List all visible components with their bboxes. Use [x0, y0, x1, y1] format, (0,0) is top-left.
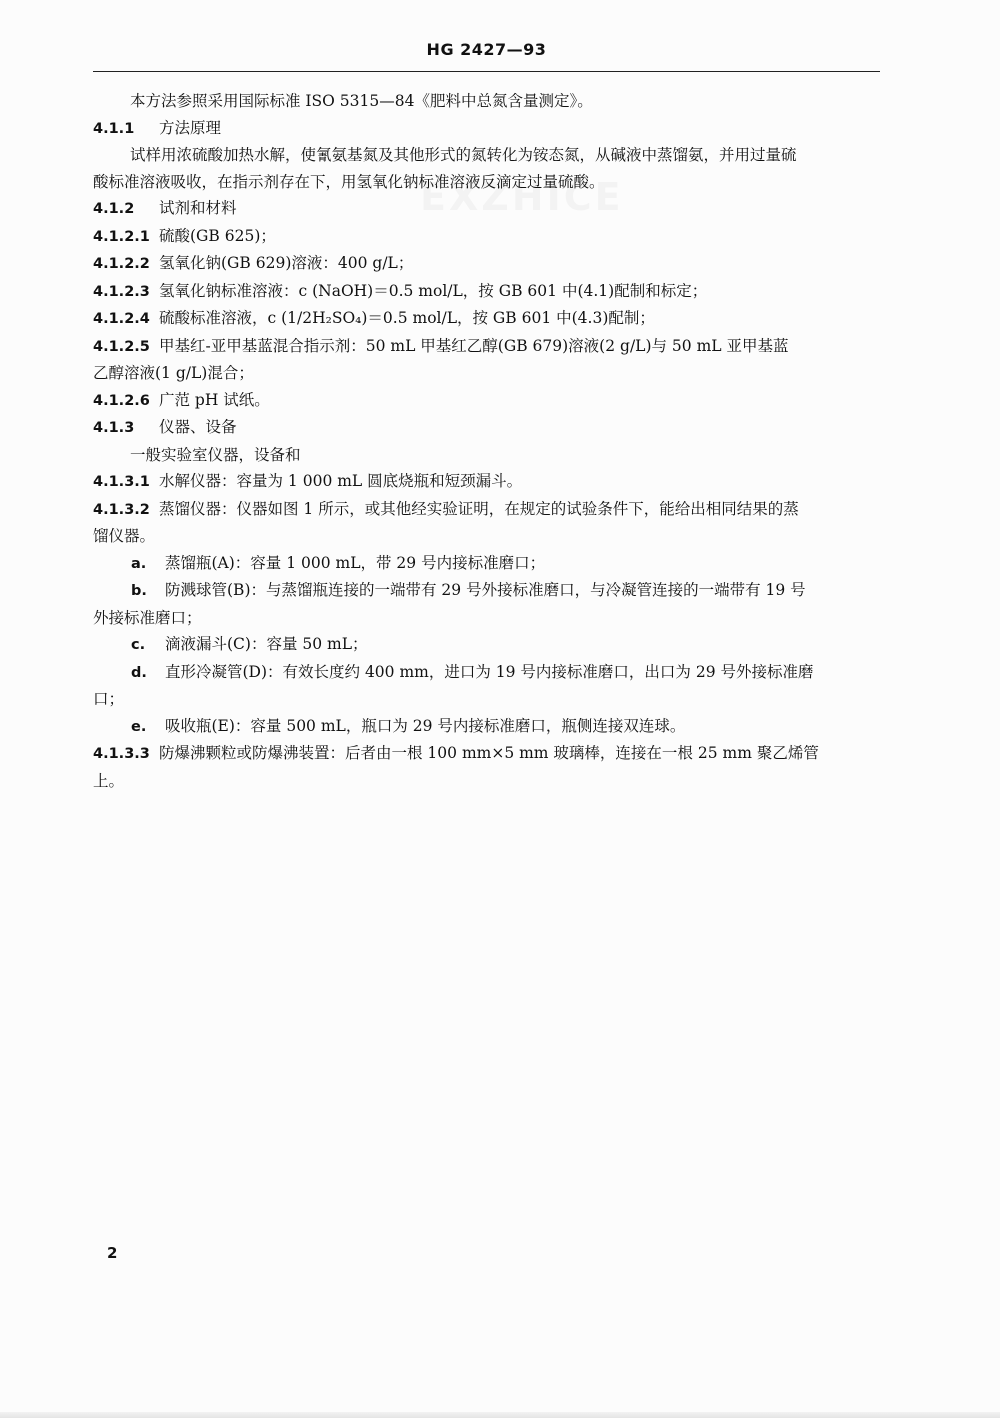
section-4-1-1-body-line-1: 试样用浓硫酸加热水解，使氰氨基氮及其他形式的氮转化为铵态氮，从碱液中蒸馏氨，并用过量硫: [130, 146, 797, 164]
document-body: [93, 88, 880, 794]
page-number: 2: [107, 1244, 118, 1262]
list-text: 滴液漏斗(C)：容量 50 mL；: [165, 635, 368, 653]
clause-4-1-3-1: [93, 468, 880, 496]
page-header: HG 2427—93: [426, 40, 547, 59]
clause-number: 4.1.2.3: [93, 283, 150, 300]
clause-4-1-3-2: [93, 496, 880, 524]
list-item-e: [93, 713, 880, 741]
clause-text: 蒸馏仪器：仪器如图 1 所示，或其他经实验证明，在规定的试验条件下，能给出相同结果的蒸: [159, 499, 799, 518]
clause-4-1-3-2-continued: 馏仪器。: [93, 527, 156, 545]
clause-4-1-2-1: [93, 223, 880, 251]
section-4-1-3-body: 一般实验室仪器，设备和: [130, 445, 301, 464]
clause-number: 4.1.2.2: [93, 256, 150, 272]
list-text: 防溅球管(B)：与蒸馏瓶连接的一端带有 29 号外接标准磨口，与冷凝管连接的一端带有 19 号: [165, 581, 806, 599]
clause-4-1-3-3-continued: 上。: [93, 771, 125, 790]
clause-4-1-3-3: [93, 740, 880, 768]
section-number: 4.1.1: [93, 120, 135, 137]
list-item-a: [93, 550, 880, 578]
list-text: 吸收瓶(E)：容量 500 mL，瓶口为 29 号内接标准磨口，瓶侧连接双连球。: [165, 716, 686, 735]
section-4-1-3-heading: [93, 414, 880, 442]
list-item-b: [93, 577, 880, 605]
clause-text: 氢氧化钠标准溶液：c (NaOH)＝0.5 mol/L，按 GB 601 中(4.1)配制和标定；: [159, 281, 708, 300]
clause-text: 硫酸标准溶液，c (1/2H₂SO₄)＝0.5 mol/L，按 GB 601 中(4.3)配制；: [159, 309, 655, 327]
list-letter: b.: [131, 583, 147, 599]
clause-4-1-2-2: [93, 250, 880, 278]
section-4-1-1-heading: [93, 115, 880, 143]
list-item-d: [93, 659, 880, 687]
section-title: 仪器、设备: [159, 418, 237, 436]
clause-text: 氢氧化钠(GB 629)溶液：400 g/L；: [159, 254, 414, 272]
clause-number: 4.1.3.1: [93, 474, 150, 490]
list-text: 直形冷凝管(D)：有效长度约 400 mm，进口为 19 号内接标准磨口，出口为 29 号外接标准磨: [165, 662, 814, 681]
clause-4-1-2-3: [93, 278, 880, 306]
clause-number: 4.1.3.3: [93, 746, 150, 762]
section-4-1-2-heading: [93, 195, 880, 223]
list-item-c: [93, 631, 880, 659]
section-number: 4.1.2: [93, 201, 135, 217]
list-letter: d.: [131, 664, 147, 681]
clause-text: 水解仪器：容量为 1 000 mL 圆底烧瓶和短颈漏斗。: [159, 472, 523, 490]
clause-4-1-2-5: [93, 333, 880, 361]
list-text: 蒸馏瓶(A)：容量 1 000 mL，带 29 号内接标准磨口；: [165, 553, 546, 572]
list-letter: e.: [131, 718, 147, 735]
list-item-d-continued: 口；: [93, 690, 125, 708]
section-title: 试剂和材料: [159, 199, 237, 217]
page-bottom-edge: [0, 1412, 1000, 1418]
clause-number: 4.1.2.4: [93, 311, 150, 327]
list-item-b-continued: 外接标准磨口；: [93, 608, 202, 627]
intro-paragraph: 本方法参照采用国际标准 ISO 5315—84《肥料中总氮含量测定》。: [130, 92, 593, 110]
clause-number: 4.1.2.6: [93, 392, 150, 409]
section-number: 4.1.3: [93, 420, 135, 436]
clause-4-1-2-5-continued: 乙醇溶液(1 g/L)混合；: [93, 364, 254, 382]
clause-4-1-2-4: [93, 305, 880, 333]
clause-number: 4.1.2.1: [93, 228, 150, 245]
clause-text: 防爆沸颗粒或防爆沸装置：后者由一根 100 mm×5 mm 玻璃棒，连接在一根 25 mm 聚乙烯管: [159, 744, 819, 762]
clause-4-1-2-6: [93, 387, 880, 415]
list-letter: c.: [131, 637, 146, 653]
section-title: 方法原理: [159, 118, 222, 137]
clause-number: 4.1.3.2: [93, 501, 150, 518]
clause-text: 硫酸(GB 625)；: [159, 226, 276, 245]
list-letter: a.: [131, 555, 147, 572]
clause-number: 4.1.2.5: [93, 338, 150, 355]
clause-text: 甲基红-亚甲基蓝混合指示剂：50 mL 甲基红乙醇(GB 679)溶液(2 g/L)与 50 mL 亚甲基蓝: [159, 336, 789, 355]
clause-text: 广范 pH 试纸。: [159, 390, 270, 409]
header-divider: [93, 71, 880, 72]
section-4-1-1-body-line-2: 酸标准溶液吸收，在指示剂存在下，用氢氧化钠标准溶液反滴定过量硫酸。: [93, 172, 605, 191]
